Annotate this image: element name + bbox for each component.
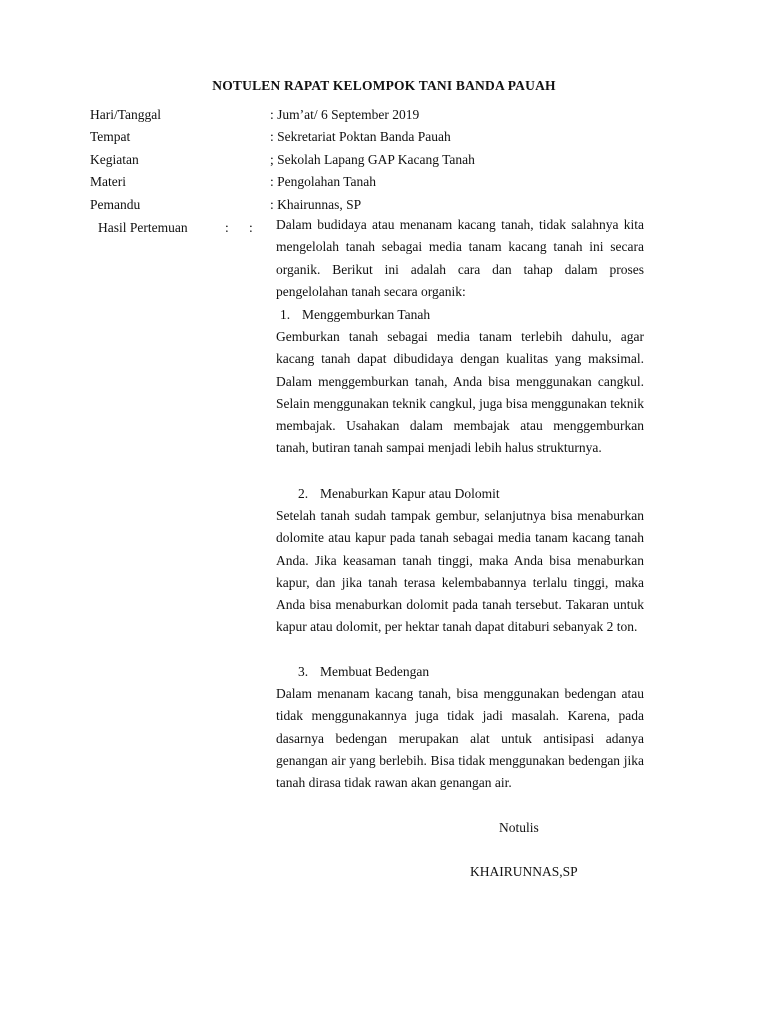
meta-value: ; Sekolah Lapang GAP Kacang Tanah — [270, 152, 475, 167]
signature-name: KHAIRUNNAS,SP — [470, 864, 578, 879]
document-title: NOTULEN RAPAT KELOMPOK TANI BANDA PAUAH — [212, 78, 556, 93]
section-number: 3. — [298, 664, 309, 679]
meta-label: Materi — [90, 174, 126, 189]
meta-label: Kegiatan — [90, 152, 139, 167]
meta-label: Pemandu — [90, 197, 141, 212]
meta-label: Hari/Tanggal — [90, 107, 162, 122]
hasil-label: Hasil Pertemuan — [98, 220, 188, 235]
meta-label: Tempat — [90, 129, 131, 144]
hasil-colon: : — [225, 220, 229, 235]
meta-value: : Khairunnas, SP — [270, 197, 362, 212]
hasil-colon: : — [249, 220, 253, 235]
section-title: Menaburkan Kapur atau Dolomit — [320, 486, 500, 501]
meta-value: : Pengolahan Tanah — [270, 174, 377, 189]
section-paragraph: Gemburkan tanah sebagai media tanam terlebih dahulu, agar kacang tanah dapat dibudidaya dengan kualitas yang maksimal. Dalam menggemburkan tanah, Anda bisa menggunakan cangkul. Selain menggunakan teknik cangkul, juga bisa menggunakan teknik membajak. Usahakan dalam membajak atau menggemburkan tanah, butiran tanah sampai menjadi lebih halus strukturnya. — [276, 329, 644, 456]
section-title: Menggemburkan Tanah — [302, 307, 431, 322]
section-heading — [298, 662, 429, 682]
section-paragraph: Setelah tanah sudah tampak gembur, selanjutnya bisa menaburkan dolomite atau kapur pada tanah sebagai media tanam kacang tanah Anda. Jika keasaman tanah tinggi, maka Anda bisa menaburkan kapur, dan jika tanah terasa kelembabannya terlalu tinggi, maka Anda bisa menaburkan dolomit pada tanah tersebut. Takaran untuk kapur atau dolomit, per hektar tanah dapat ditaburi sebanyak 2 ton. — [276, 508, 644, 635]
meta-value: : Sekretariat Poktan Banda Pauah — [270, 129, 451, 144]
signature-role: Notulis — [499, 820, 539, 835]
meta-value: : Jum’at/ 6 September 2019 — [270, 107, 420, 122]
section-heading — [298, 484, 500, 504]
section-paragraph: Dalam menanam kacang tanah, bisa menggunakan bedengan atau tidak menggunakannya juga tidak jadi masalah. Karena, pada dasarnya bedengan merupakan alat untuk antisipasi adanya genangan air yang berlebih. Bisa tidak menggunakan bedengan jika tanah dirasa tidak rawan akan genangan air. — [276, 686, 644, 791]
section-number: 1. — [280, 307, 291, 322]
section-number: 2. — [298, 486, 309, 501]
intro-paragraph: Dalam budidaya atau menanam kacang tanah, tidak salahnya kita mengelolah tanah sebagai media tanam kacang tanah ini secara organik. Berikut ini adalah cara dan tahap dalam proses pengelolahan tanah secara organik: — [276, 217, 644, 299]
section-title: Membuat Bedengan — [320, 664, 430, 679]
section-heading — [280, 305, 430, 325]
